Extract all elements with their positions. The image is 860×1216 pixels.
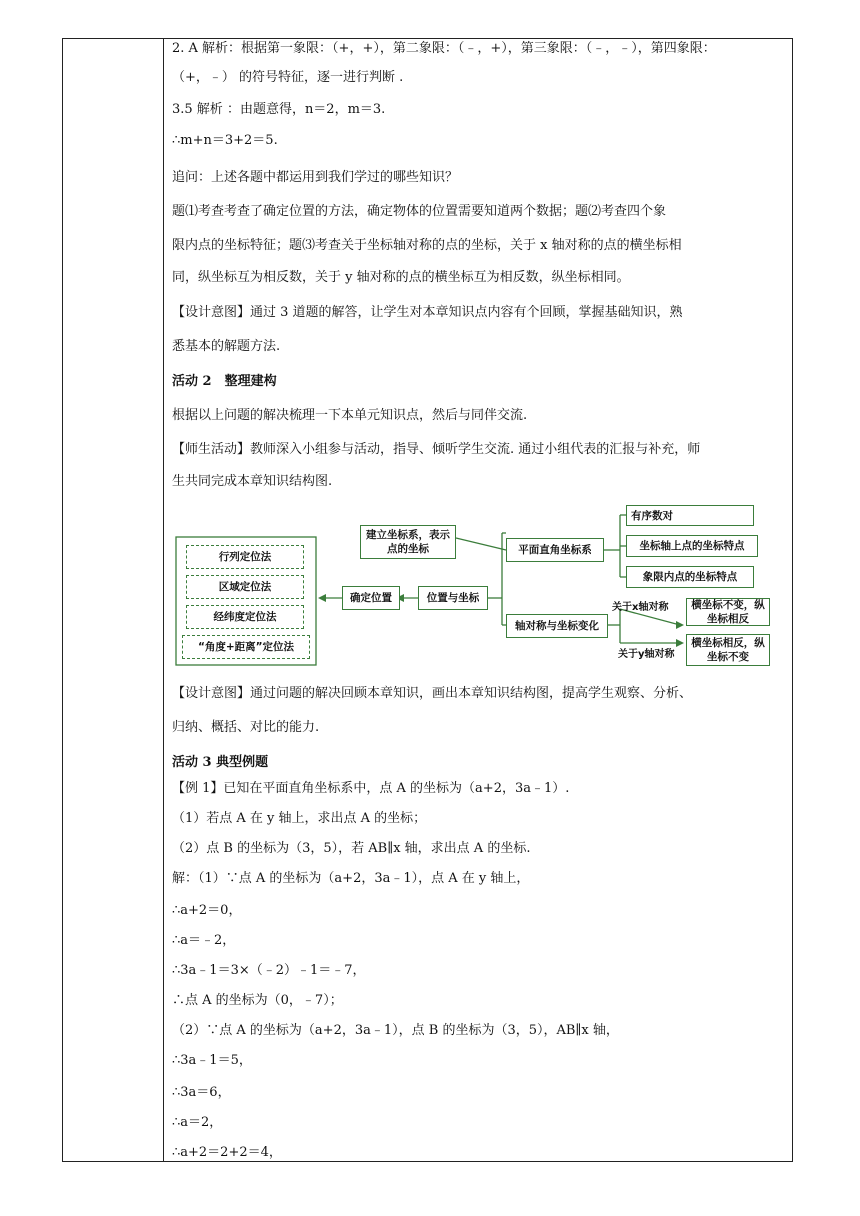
follow-up-answer-line-1: 题⑴考查考查了确定位置的方法，确定物体的位置需要知道两个数据；题⑵考查四个象 (172, 204, 667, 219)
method-region: 区域定位法 (186, 575, 304, 599)
teacher-activity-line-1: 【师生活动】教师深入小组参与活动，指导、倾听学生交流. 通过小组代表的汇报与补充，师 (172, 442, 701, 457)
design-intent-1-line-1: 【设计意图】通过 3 道题的解答，让学生对本章知识点内容有个回顾，掌握基础知识，熟 (172, 305, 683, 320)
method-angle-distance: “角度+距离”定位法 (182, 635, 310, 659)
solution-line-8: ∴3a＝6， (172, 1085, 231, 1100)
solution-line-4: ∴3a﹣1＝3×（﹣2）﹣1＝﹣7， (172, 963, 366, 978)
follow-up-answer-line-2: 限内点的坐标特征；题⑶考查关于坐标轴对称的点的坐标，关于 x 轴对称的点的横坐标相 (172, 238, 682, 253)
determine-position-box: 确定位置 (342, 586, 400, 610)
design-intent-2-line-2: 归纳、概括、对比的能力. (172, 720, 320, 735)
cartesian-plane-box: 平面直角坐标系 (506, 538, 604, 562)
solution-line-2: ∴a+2＝0， (172, 903, 242, 918)
axis-points-box: 坐标轴上点的坐标特点 (626, 535, 758, 557)
example-1-statement: 【例 1】已知在平面直角坐标系中，点 A 的坐标为（a+2，3a﹣1）. (172, 781, 570, 796)
solution-line-6: （2）∵点 A 的坐标为（a+2，3a﹣1），点 B 的坐标为（3，5），AB∥x 轴， (172, 1023, 619, 1038)
solution-line-7: ∴3a﹣1＝5， (172, 1053, 252, 1068)
method-row-column: 行列定位法 (186, 545, 304, 569)
example-1-part-2: （2）点 B 的坐标为（3，5），若 AB∥x 轴，求出点 A 的坐标. (172, 841, 531, 856)
ordered-pair-box: 有序数对 (626, 505, 754, 526)
column-divider (163, 38, 164, 1162)
x-axis-symmetry-label: 关于x轴对称 (612, 602, 669, 613)
position-and-coordinates-box: 位置与坐标 (418, 586, 488, 610)
method-latitude-longitude: 经纬度定位法 (186, 605, 304, 629)
solution-line-5: ∴点 A 的坐标为（0，﹣7）； (172, 993, 343, 1008)
example-1-part-1: （1）若点 A 在 y 轴上，求出点 A 的坐标； (172, 811, 427, 826)
follow-up-answer-line-3: 同，纵坐标互为相反数，关于 y 轴对称的点的横坐标互为相反数，纵坐标相同。 (172, 270, 630, 285)
answer-2-line-1: 2. A 解析：根据第一象限：（+，+），第二象限：（﹣，+），第三象限：（﹣，﹣），第四象限： (172, 41, 716, 56)
activity-2-instruction: 根据以上问题的解决梳理一下本单元知识点，然后与同伴交流. (172, 408, 528, 423)
solution-line-10: ∴a+2＝2+2＝4， (172, 1145, 282, 1160)
teacher-activity-line-2: 生共同完成本章知识结构图. (172, 474, 333, 489)
x-symmetry-result-box: 横坐标不变，纵坐标相反 (686, 598, 770, 626)
axis-symmetry-box: 轴对称与坐标变化 (506, 614, 608, 638)
build-coordinate-system-box: 建立坐标系，表示点的坐标 (360, 525, 456, 559)
answer-3-line-1: 3.5 解析 ：由题意得，n＝2，m＝3. (172, 102, 386, 117)
design-intent-2-line-1: 【设计意图】通过问题的解决回顾本章知识，画出本章知识结构图，提高学生观察、分析、 (172, 686, 693, 701)
knowledge-structure-diagram (172, 497, 776, 673)
design-intent-1-line-2: 悉基本的解题方法. (172, 339, 281, 354)
solution-line-1: 解：（1）∵点 A 的坐标为（a+2，3a﹣1），点 A 在 y 轴上， (172, 871, 530, 886)
answer-3-line-2: ∴m+n＝3+2＝5. (172, 133, 278, 148)
solution-line-9: ∴a＝2， (172, 1115, 223, 1130)
quadrant-points-box: 象限内点的坐标特点 (626, 566, 754, 588)
activity-3-heading: 活动 3 典型例题 (172, 755, 269, 770)
activity-2-heading: 活动 2 整理建构 (172, 374, 277, 389)
answer-2-line-2: （+，﹣） 的符号特征，逐一进行判断 . (172, 70, 404, 85)
y-axis-symmetry-label: 关于y轴对称 (618, 649, 675, 660)
follow-up-question: 追问：上述各题中都运用到我们学过的哪些知识？ (172, 170, 459, 185)
y-symmetry-result-box: 横坐标相反，纵坐标不变 (686, 634, 770, 666)
solution-line-3: ∴a＝﹣2， (172, 933, 236, 948)
